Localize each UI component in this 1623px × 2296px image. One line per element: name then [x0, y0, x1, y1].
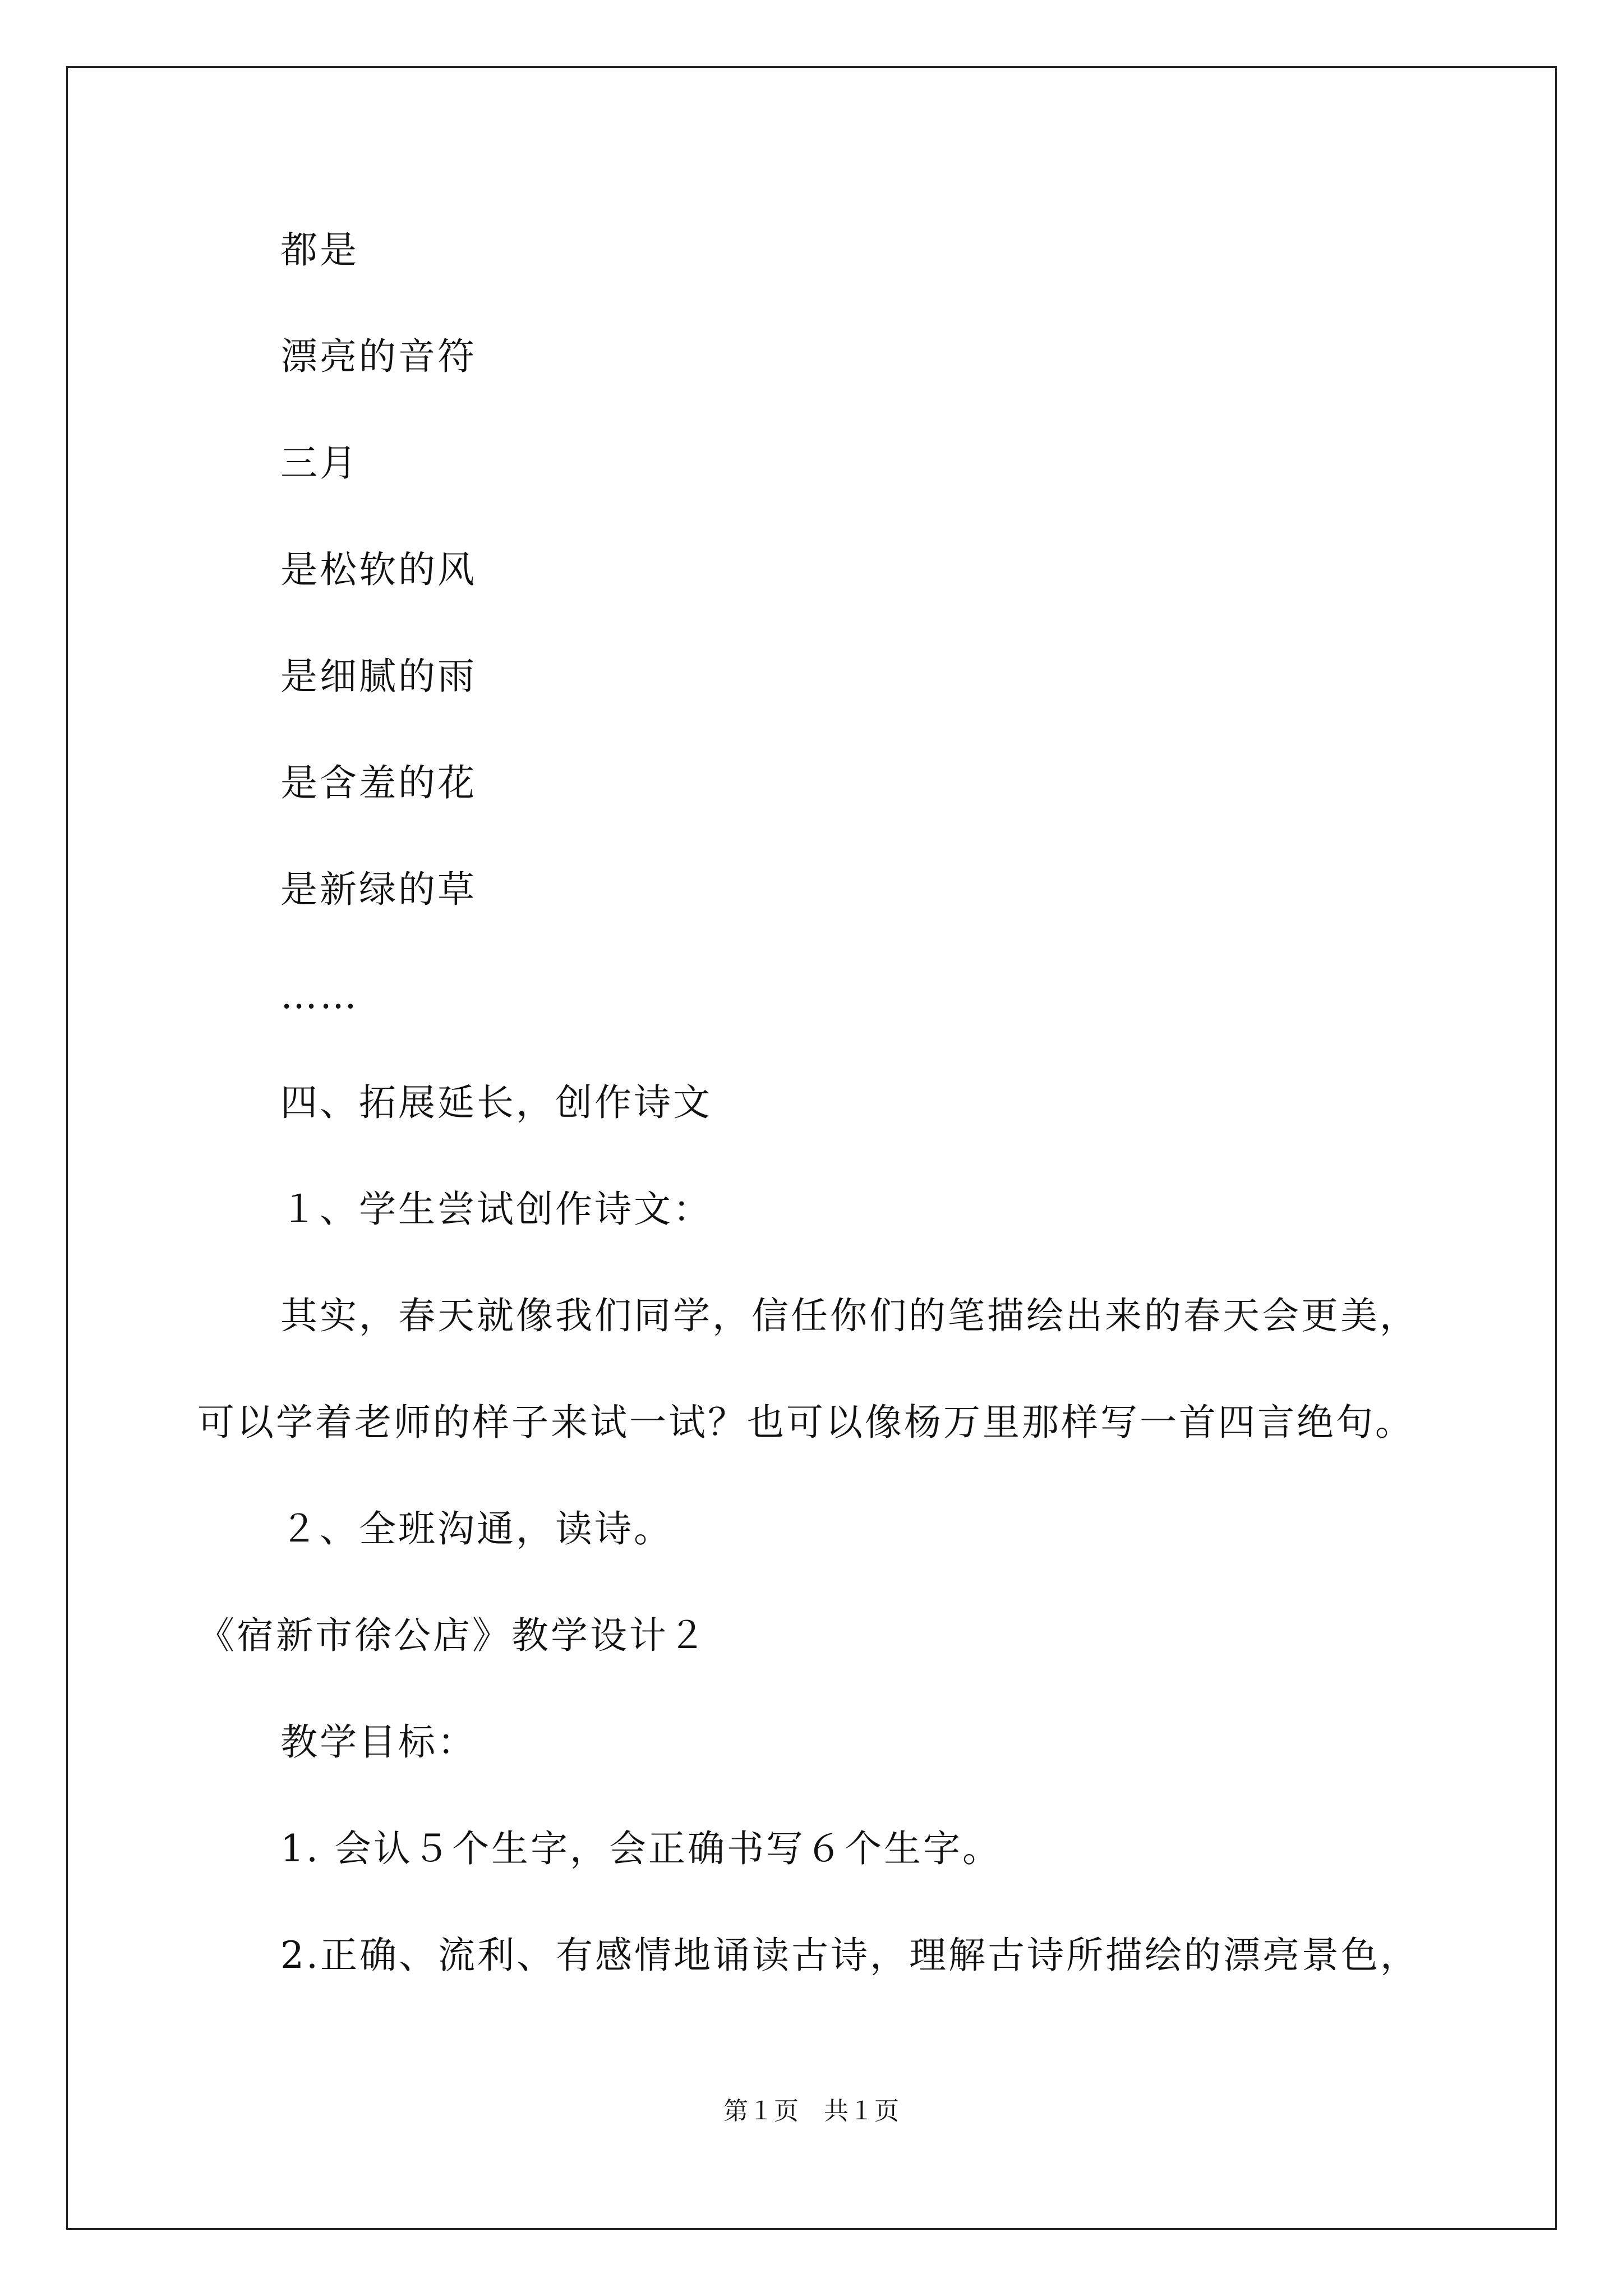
- poem-line-2: 漂亮的音符: [280, 335, 477, 378]
- section-heading: 四、拓展延长，创作诗文: [280, 1081, 712, 1124]
- page-number: 第１页: [723, 2097, 799, 2125]
- objective-2: 2.正确、流利、有感情地诵读古诗，理解古诗所描绘的漂亮景色，: [280, 1934, 1419, 1977]
- page-total: 共１页: [824, 2097, 900, 2125]
- step-1-line: １、学生尝试创作诗文：: [280, 1188, 712, 1231]
- step-2-line: ２、全班沟通，读诗。: [280, 1507, 673, 1550]
- page-border: [66, 66, 1557, 2230]
- objectives-heading: 教学目标：: [280, 1720, 477, 1764]
- paragraph-line-2: 可以学着老师的样子来试一试？也可以像杨万里那样写一首四言绝句。: [197, 1401, 1414, 1444]
- ellipsis-line: ……: [280, 974, 359, 1017]
- document-title: 《宿新市徐公店》教学设计２: [197, 1614, 708, 1657]
- poem-line-1: 都是: [280, 228, 359, 272]
- objective-1: 1. 会认５个生字，会正确书写６个生字。: [280, 1827, 1002, 1870]
- poem-line-7: 是新绿的草: [280, 868, 477, 911]
- poem-line-6: 是含羞的花: [280, 761, 477, 804]
- poem-line-5: 是细腻的雨: [280, 655, 477, 698]
- paragraph-line-1: 其实，春天就像我们同学，信任你们的笔描绘出来的春天会更美，: [280, 1294, 1419, 1337]
- poem-line-4: 是松软的风: [280, 548, 477, 591]
- page-footer: [0, 2099, 1623, 2124]
- poem-line-3: 三月: [280, 441, 359, 485]
